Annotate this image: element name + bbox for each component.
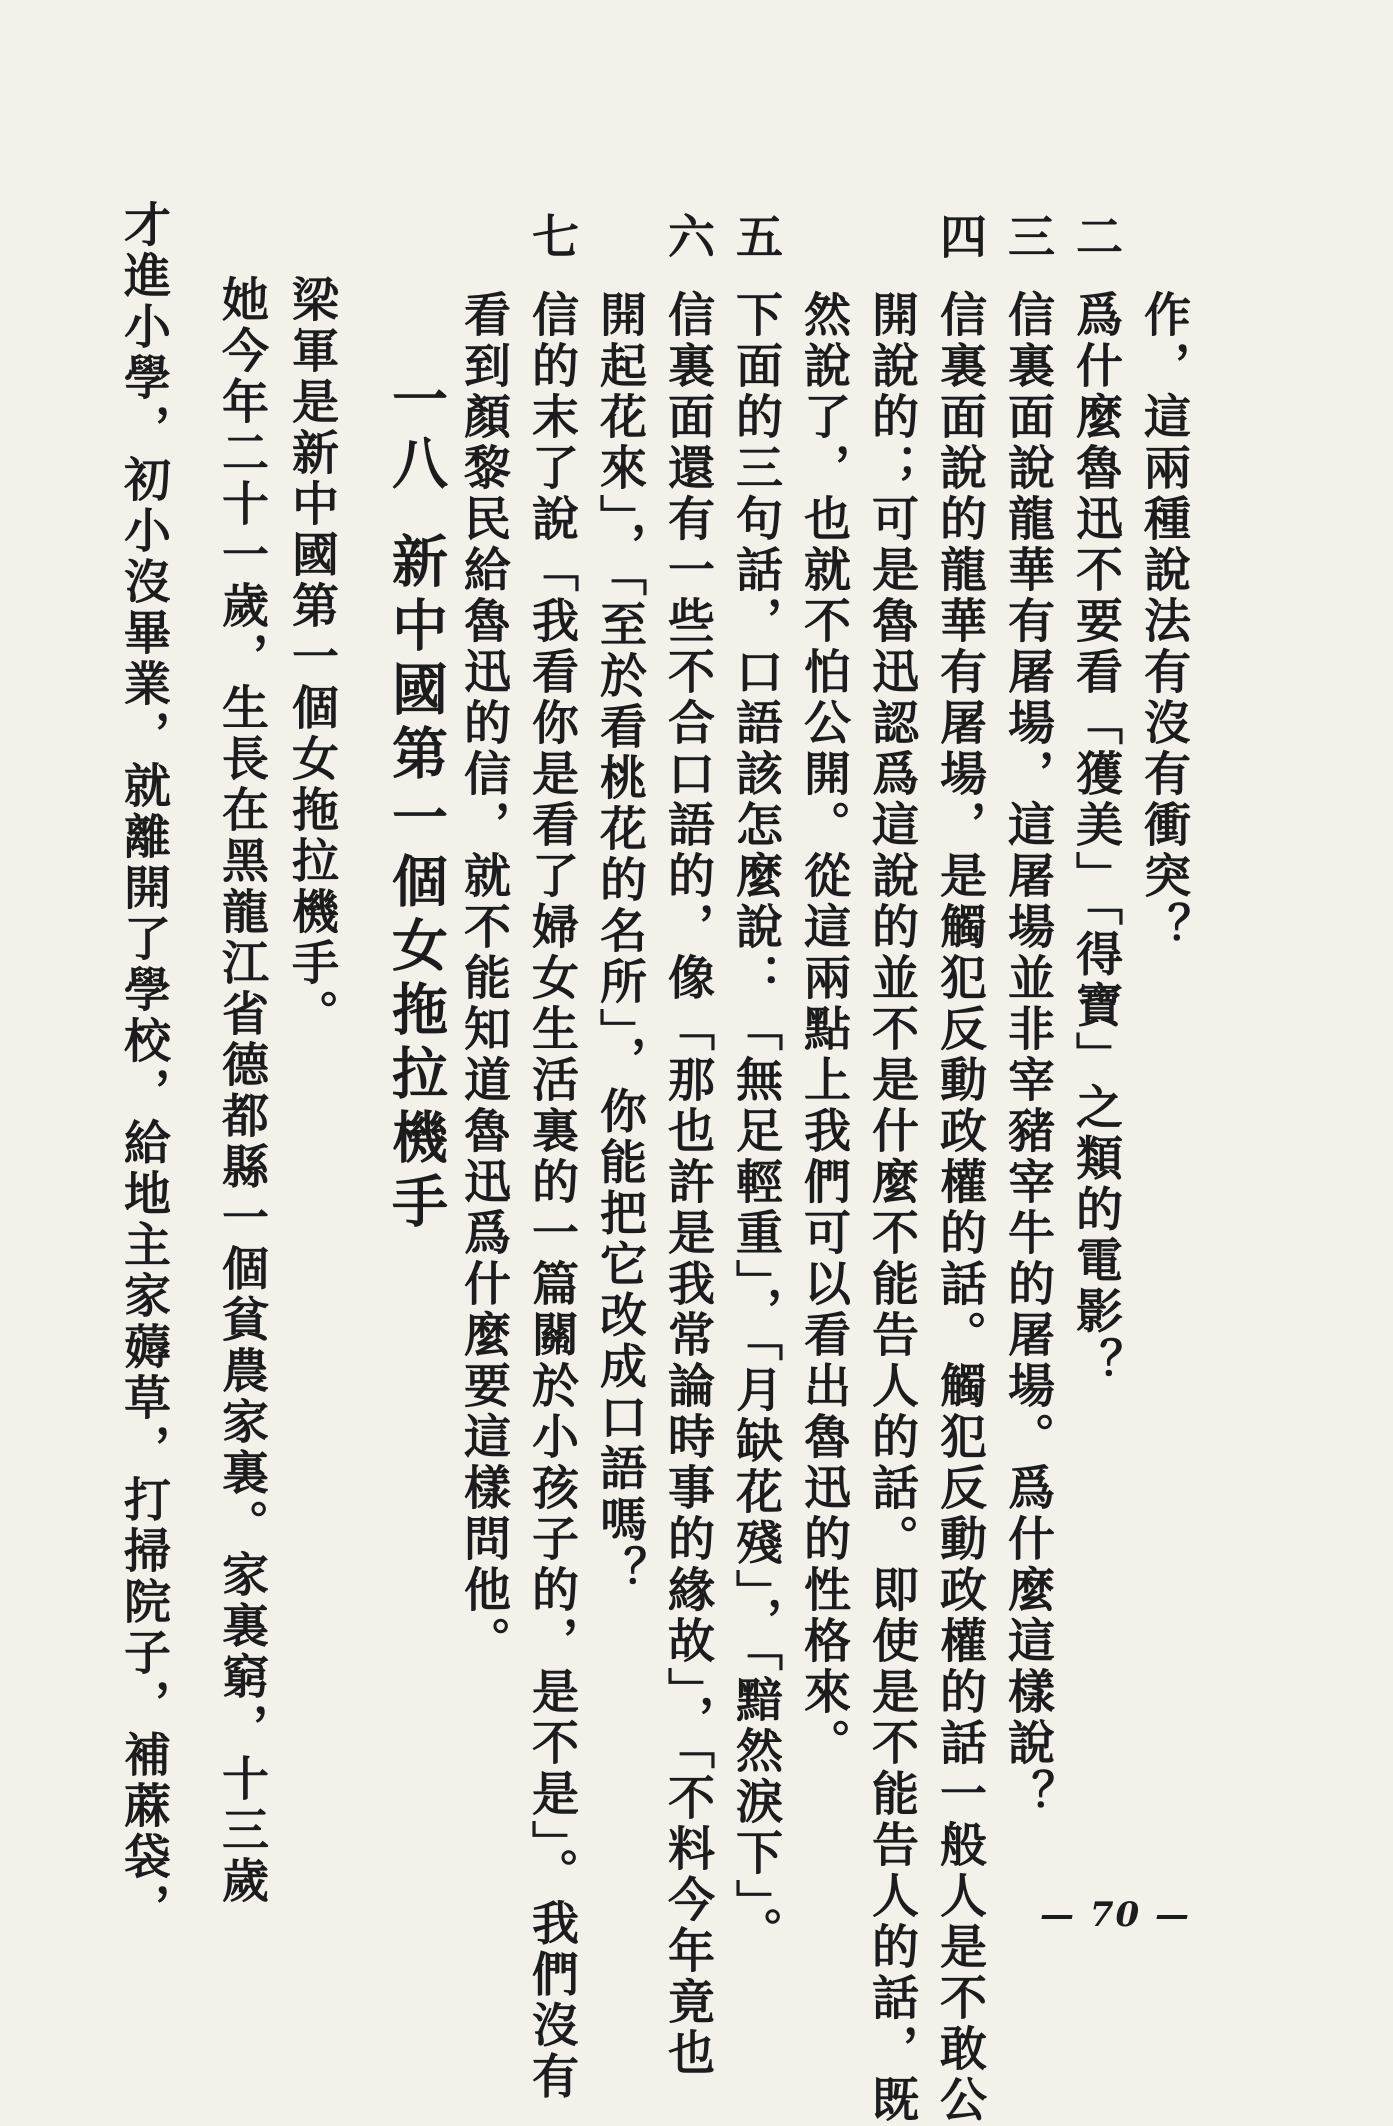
question-text: 信裏面說龍華有屠場，這屠場並非宰豬宰牛的屠場。爲什麼這樣說？ xyxy=(1000,290,1055,1820)
question-number: 二 xyxy=(1068,212,1123,263)
question-text: 信裏面還有一些不合口語的，像「那也許是我常論時事的緣故」，「不料今年竟也 xyxy=(660,290,715,2079)
section-heading xyxy=(383,370,449,1236)
section-title: 新中國第一個女拖拉機手 xyxy=(383,532,449,1236)
question-number: 三 xyxy=(1000,212,1055,263)
question-text: 作，這兩種說法有沒有衝突？ xyxy=(1136,290,1191,953)
page-number: — 70 — xyxy=(1040,1895,1191,1935)
body-paragraph-line: 她今年二十一歲，生長在黑龍江省德都縣一個貧農家裏。家裏窮，十三歲 xyxy=(214,275,269,1907)
question-text: 下面的三句話，口語該怎麼說：「無足輕重」，「月缺花殘」，「黯然淚下」。 xyxy=(728,290,783,1958)
question-text: 看到顏黎民給魯迅的信，就不能知道魯迅爲什麼要這樣問他。 xyxy=(456,290,511,1667)
question-number: 七 xyxy=(524,212,579,263)
question-number: 五 xyxy=(728,212,783,263)
question-text: 然說了，也就不怕公開。從這兩點上我們可以看出魯迅的性格來。 xyxy=(796,290,851,1769)
question-text: 開說的；可是魯迅認爲這說的並不是什麼不能告人的話。即使是不能告人的話，既 xyxy=(864,290,919,2126)
question-text: 信的末了說「我看你是看了婦女生活裏的一篇關於小孩子的，是不是」。我們沒有 xyxy=(524,290,579,2103)
question-number: 四 xyxy=(932,212,987,263)
body-paragraph-line: 才進小學，初小沒畢業，就離開了學校，給地主家薅草，打掃院子，補蔴袋， xyxy=(116,200,171,1934)
question-text: 信裏面說的龍華有屠場，是觸犯反動政權的話。觸犯反動政權的話一般人是不敢公 xyxy=(932,290,987,2126)
question-text: 開起花來」，「至於看桃花的名所」，你能把它改成口語嗎？ xyxy=(592,290,647,1597)
question-number: 六 xyxy=(660,212,715,263)
question-text: 爲什麼魯迅不要看「獲美」「得寶」之類的電影？ xyxy=(1068,290,1123,1389)
body-paragraph-line: 梁軍是新中國第一個女拖拉機手。 xyxy=(284,275,339,1040)
section-number: 一八 xyxy=(383,370,449,498)
